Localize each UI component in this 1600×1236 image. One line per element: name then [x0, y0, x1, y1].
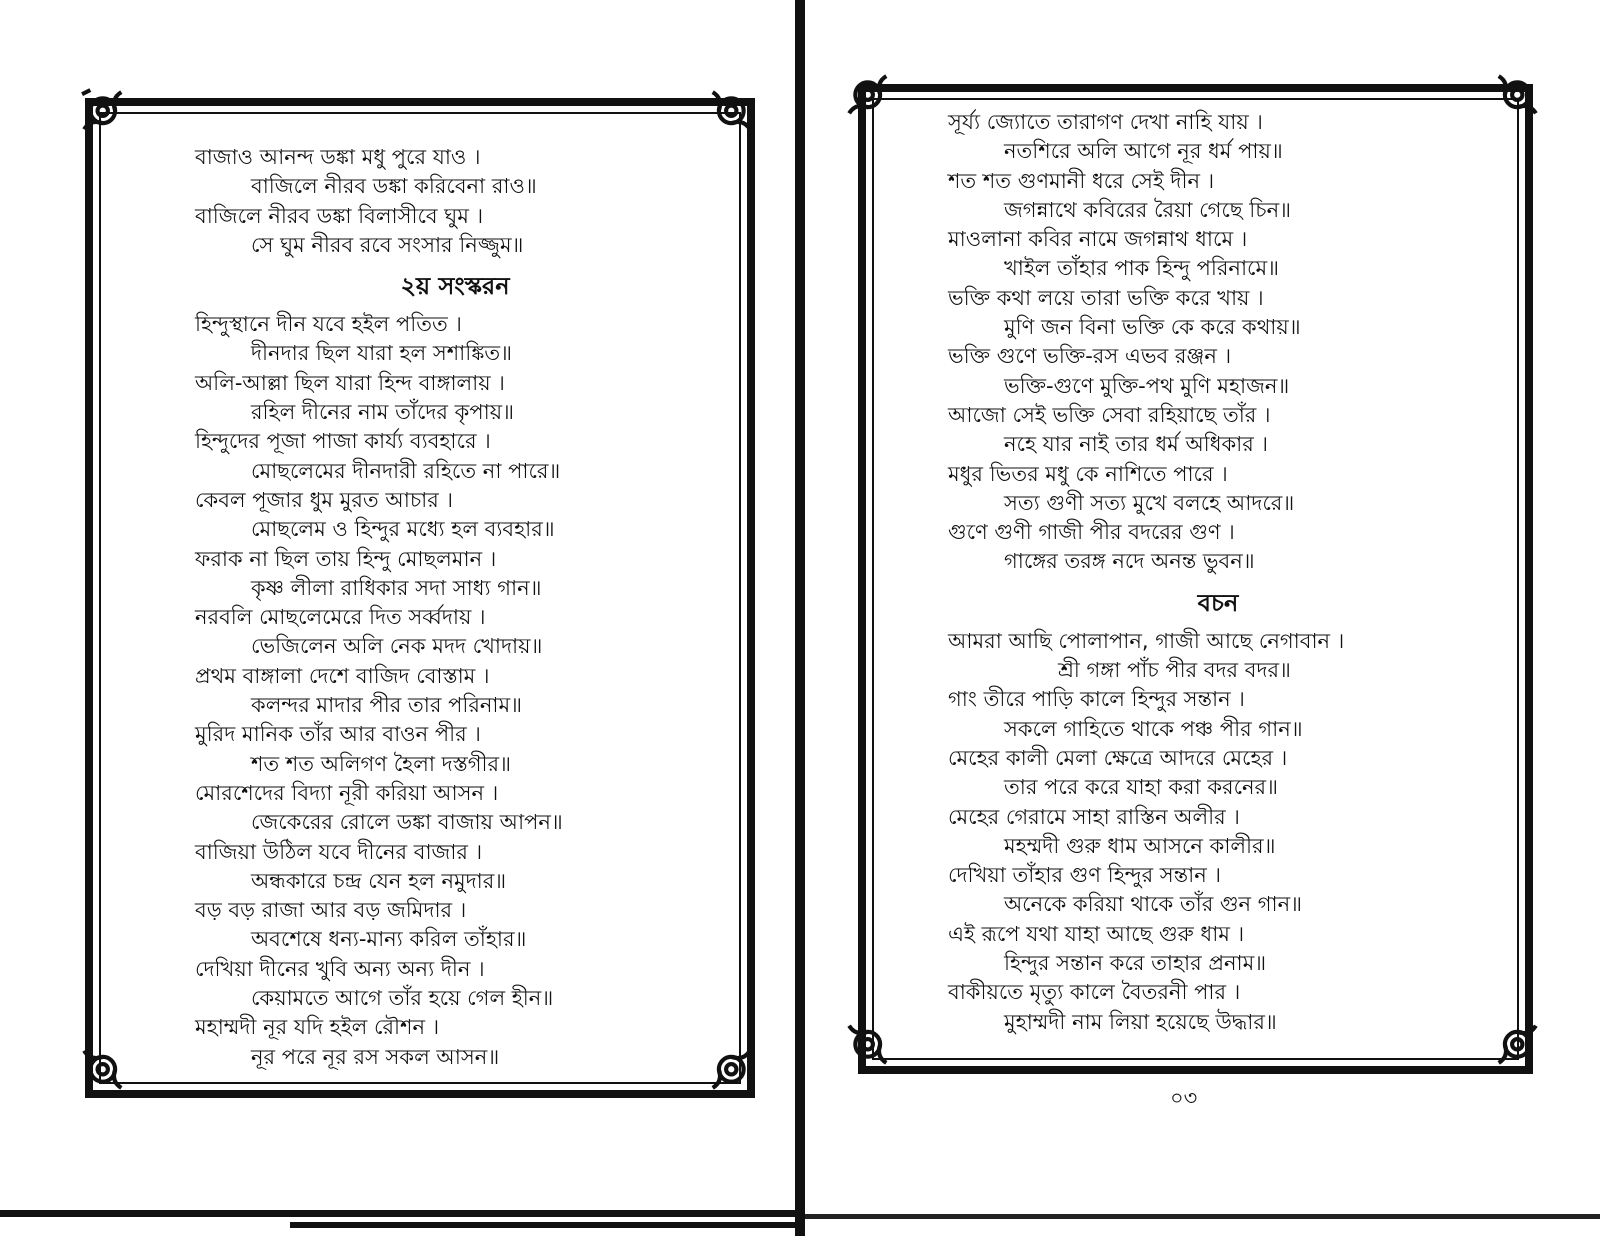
verse-line: সূর্য্য জ্যোতে তারাগণ দেখা নাহি যায় । [948, 110, 1263, 134]
verse-line: বড় বড় রাজা আর বড় জমিদার । [195, 898, 467, 923]
verse-line: হিন্দুর সন্তান করে তাহার প্রনাম॥ [1004, 951, 1267, 976]
verse-line: দেখিয়া তাঁহার গুণ হিন্দুর সন্তান । [948, 863, 1221, 888]
verse-line: মোছলেমের দীনদারী রহিতে না পারে॥ [251, 458, 561, 483]
verse-line: অলি-আল্লা ছিল যারা হিন্দ বাঙ্গালায় । [195, 370, 505, 395]
verse-line: আমরা আছি পোলাপান, গাজী আছে নেগাবান । [948, 628, 1345, 653]
verse-line: বাজিলে নীরব ডঙ্কা বিলাসীবে ঘুম । [195, 203, 484, 228]
verse-line: নূর পরে নূর রস সকল আসন॥ [251, 1044, 500, 1069]
left-page-poem [195, 143, 715, 1072]
verse-line: মোরশেদের বিদ্যা নূরী করিয়া আসন । [195, 780, 499, 805]
corner-ornament-icon [80, 1030, 142, 1092]
verse-line: মুণি জন বিনা ভক্তি কে করে কথায়॥ [1004, 315, 1301, 340]
verse-line: নতশিরে অলি আগে নূর ধর্ম পায়॥ [1004, 139, 1283, 164]
verse-line: বাজাও আনন্দ ডঙ্কা মধু পুরে যাও । [195, 145, 481, 169]
verse-line: ভক্তি-গুণে মুক্তি-পথ মুণি মহাজন॥ [1004, 373, 1290, 398]
verse-line: ভেজিলেন অলি নেক মদদ খোদায়॥ [251, 634, 543, 659]
verse-line: জগন্নাথে কবিরের রৈয়া গেছে চিন॥ [1004, 197, 1292, 222]
verse-line: হিন্দুস্থানে দীন যবে হইল পতিত । [195, 312, 462, 337]
verse-line: মেহের কালী মেলা ক্ষেত্রে আদরে মেহের । [948, 745, 1288, 770]
page-number: ০৩ [1170, 1086, 1198, 1110]
verse-line: অবশেষে ধন্য-মান্য করিল তাঁহার॥ [251, 927, 527, 952]
verse-line: দেখিয়া দীনের খুবি অন্য অন্য দীন । [195, 956, 485, 981]
verse-line: অন্ধকারে চন্দ্র যেন হল নমুদার॥ [251, 868, 507, 893]
corner-ornament-icon [80, 88, 142, 150]
verse-line: নরবলি মোছলেমেরে দিত সর্ব্বদায় । [195, 605, 486, 630]
page-edge-right [805, 1214, 1600, 1219]
verse-line: কলন্দর মাদার পীর তার পরিনাম॥ [251, 693, 523, 718]
corner-ornament-icon [692, 88, 754, 150]
verse-line: শ্রী গঙ্গা পাঁচ পীর বদর বদর॥ [1058, 658, 1291, 683]
section-heading: বচন [1197, 588, 1239, 617]
verse-line: তার পরে করে যাহা করা করনের॥ [1004, 775, 1278, 800]
corner-ornament-icon [845, 1005, 907, 1067]
verse-line: গাঙ্গের তরঙ্গ নদে অনন্ত ভুবন॥ [1004, 549, 1255, 574]
verse-line: শত শত অলিগণ হৈলা দস্তগীর॥ [251, 751, 511, 776]
verse-line: আজো সেই ভক্তি সেবা রহিয়াছে তাঁর । [948, 402, 1271, 427]
verse-line: মোছলেম ও হিন্দুর মধ্যে হল ব্যবহার॥ [251, 517, 555, 542]
verse-line: বাজিলে নীরব ডঙ্কা করিবেনা রাও॥ [251, 174, 537, 199]
verse-line: অনেকে করিয়া থাকে তাঁর গুন গান॥ [1004, 892, 1303, 917]
verse-line: দীনদার ছিল যারা হল সশাঙ্কিত॥ [251, 341, 513, 366]
verse-line: মুহাম্মদী নাম লিয়া হয়েছে উদ্ধার॥ [1004, 1009, 1277, 1034]
verse-line: নহে যার নাই তার ধর্ম অধিকার । [1004, 432, 1268, 457]
verse-line: মেহের গেরামে সাহা রাস্তিন অলীর । [948, 804, 1240, 829]
verse-line: জেকেরের রোলে ডঙ্কা বাজায় আপন॥ [251, 810, 563, 835]
verse-line: ভক্তি কথা লয়ে তারা ভক্তি করে খায় । [948, 285, 1264, 310]
corner-ornament-icon [845, 72, 907, 134]
verse-line: বাকীয়তে মৃত্যু কালে বৈতরনী পার । [948, 980, 1241, 1005]
verse-line: প্রথম বাঙ্গালা দেশে বাজিদ বোস্তাম । [195, 663, 490, 688]
verse-line: মধুর ভিতর মধু কে নাশিতে পারে । [948, 461, 1228, 486]
verse-line: রহিল দীনের নাম তাঁদের কৃপায়॥ [251, 400, 514, 425]
verse-line: মুরিদ মানিক তাঁর আর বাওন পীর । [195, 722, 481, 747]
verse-line: শত শত গুণমানী ধরে সেই দীন । [948, 168, 1215, 193]
verse-line: ভক্তি গুণে ভক্তি-রস এভব রঞ্জন । [948, 344, 1232, 369]
verse-line: সকলে গাহিতে থাকে পঞ্চ পীর গান॥ [1004, 716, 1303, 741]
verse-line: সে ঘুম নীরব রবে সংসার নিজ্জুম॥ [251, 232, 524, 257]
verse-line: মহাম্মদী নূর যদি হইল রৌশন । [195, 1015, 440, 1040]
page-edge-left [0, 1210, 795, 1217]
verse-line: কেবল পূজার ধুম মুরত আচার । [195, 487, 453, 512]
book-spine [795, 0, 805, 1236]
verse-line: সত্য গুণী সত্য মুখে বলহে আদরে॥ [1004, 490, 1295, 515]
verse-line: গাং তীরে পাড়ি কালে হিন্দুর সন্তান । [948, 687, 1245, 712]
verse-line: হিন্দুদের পূজা পাজা কার্য্য ব্যবহারে । [195, 429, 491, 454]
right-page-poem [948, 108, 1488, 1037]
section-heading: ২য় সংস্করন [400, 272, 510, 301]
verse-line: কেয়ামতে আগে তাঁর হয়ে গেল হীন॥ [251, 986, 554, 1011]
verse-line: মহম্মদী গুরু ধাম আসনে কালীর॥ [1004, 833, 1276, 858]
verse-line: এই রূপে যথা যাহা আছে গুরু ধাম । [948, 921, 1245, 946]
verse-line: ফরাক না ছিল তায় হিন্দু মোছলমান । [195, 546, 497, 571]
verse-line: কৃষ্ণ লীলা রাধিকার সদা সাধ্য গান॥ [251, 575, 542, 600]
verse-line: খাইল তাঁহার পাক হিন্দু পরিনামে॥ [1004, 256, 1280, 281]
verse-line: গুণে গুণী গাজী পীর বদরের গুণ । [948, 520, 1235, 545]
page-edge-left-lower [290, 1222, 795, 1228]
verse-line: বাজিয়া উঠিল যবে দীনের বাজার । [195, 839, 483, 864]
verse-line: মাওলানা কবির নামে জগন্নাথ ধামে । [948, 227, 1248, 252]
